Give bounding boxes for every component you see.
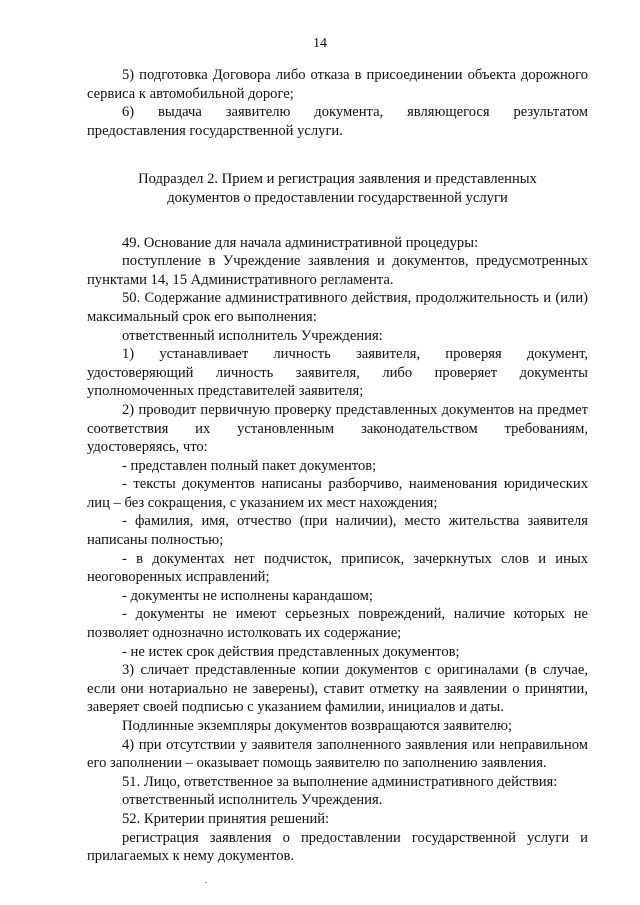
paragraph-50: 50. Содержание административного действия, продолжительность и (или) максимальный срок его выполнения: xyxy=(87,290,588,325)
paragraph-originals-returned: Подлинные экземпляры документов возвращаются заявителю; xyxy=(122,718,513,734)
paragraph-52-text: регистрация заявления о предоставлении государственной услуги и прилагаемых к нему документов. xyxy=(87,829,588,865)
paragraph-51: 51. Лицо, ответственное за выполнение административного действия: xyxy=(122,773,558,790)
paragraph-49-text: поступление в Учреждение заявления и документов, предусмотренных пунктами 14, 15 Административного регламента. xyxy=(87,253,588,288)
paragraph-50-step-2: 2) проводит первичную проверку представленных документов на предмет соответствия их установленным законодательством требованиям, удостоверяясь, что: xyxy=(87,401,588,456)
scan-mark xyxy=(205,882,207,883)
paragraph-50-step-3: 3) сличает представленные копии документов с оригиналами (в случае, если они нотариально не заверены), ставит отметку на заявлении о принятии, заверяет своей подписью с указанием фамилии, инициалов и даты. xyxy=(87,662,588,716)
paragraph-50-executor: ответственный исполнитель Учреждения: xyxy=(122,327,383,344)
paragraph-item-6: 6) выдача заявителю документа, являющегося результатом предоставления государственной услуги. xyxy=(87,104,588,139)
check-item-no-pencil: - документы не исполнены карандашом; xyxy=(122,587,373,604)
check-item-legible: - тексты документов написаны разборчиво, наименования юридических лиц – без сокращения, с указанием их мест нахождения; xyxy=(87,476,588,511)
paragraph-50-step-1: 1) устанавливает личность заявителя, проверяя документ, удостоверяющий личность заявителя, либо проверяет документы уполномоченных представителей заявителя; xyxy=(87,346,588,400)
document-body xyxy=(87,66,588,866)
check-item-no-damage: - документы не имеют серьезных повреждений, наличие которых не позволяет однозначно истолковать их содержание; xyxy=(87,606,588,642)
paragraph-51-text: ответственный исполнитель Учреждения. xyxy=(122,792,383,809)
paragraph-52: 52. Критерии принятия решений: xyxy=(122,810,330,827)
paragraph-item-5: 5) подготовка Договора либо отказа в присоединении объекта дорожного сервиса к автомобильной дороге; xyxy=(87,67,588,102)
check-item-full-package: - представлен полный пакет документов; xyxy=(122,457,377,474)
check-item-full-name: - фамилия, имя, отчество (при наличии), место жительства заявителя написаны полностью; xyxy=(87,513,588,549)
subsection-title: Подраздел 2. Прием и регистрация заявления и представленных документов о предоставлении государственной услуги xyxy=(138,171,537,206)
check-item-not-expired: - не истек срок действия представленных документов; xyxy=(122,643,460,660)
paragraph-50-step-4: 4) при отсутствии у заявителя заполненного заявления или неправильном его заполнении – оказывает помощь заявителю по заполнению заявления. xyxy=(87,736,588,772)
paragraph-49: 49. Основание для начала административной процедуры: xyxy=(122,234,479,251)
check-item-no-erasures: - в документах нет подчисток, приписок, зачеркнутых слов и иных неоговоренных исправлений; xyxy=(87,550,588,586)
page-number: 14 xyxy=(313,36,327,51)
